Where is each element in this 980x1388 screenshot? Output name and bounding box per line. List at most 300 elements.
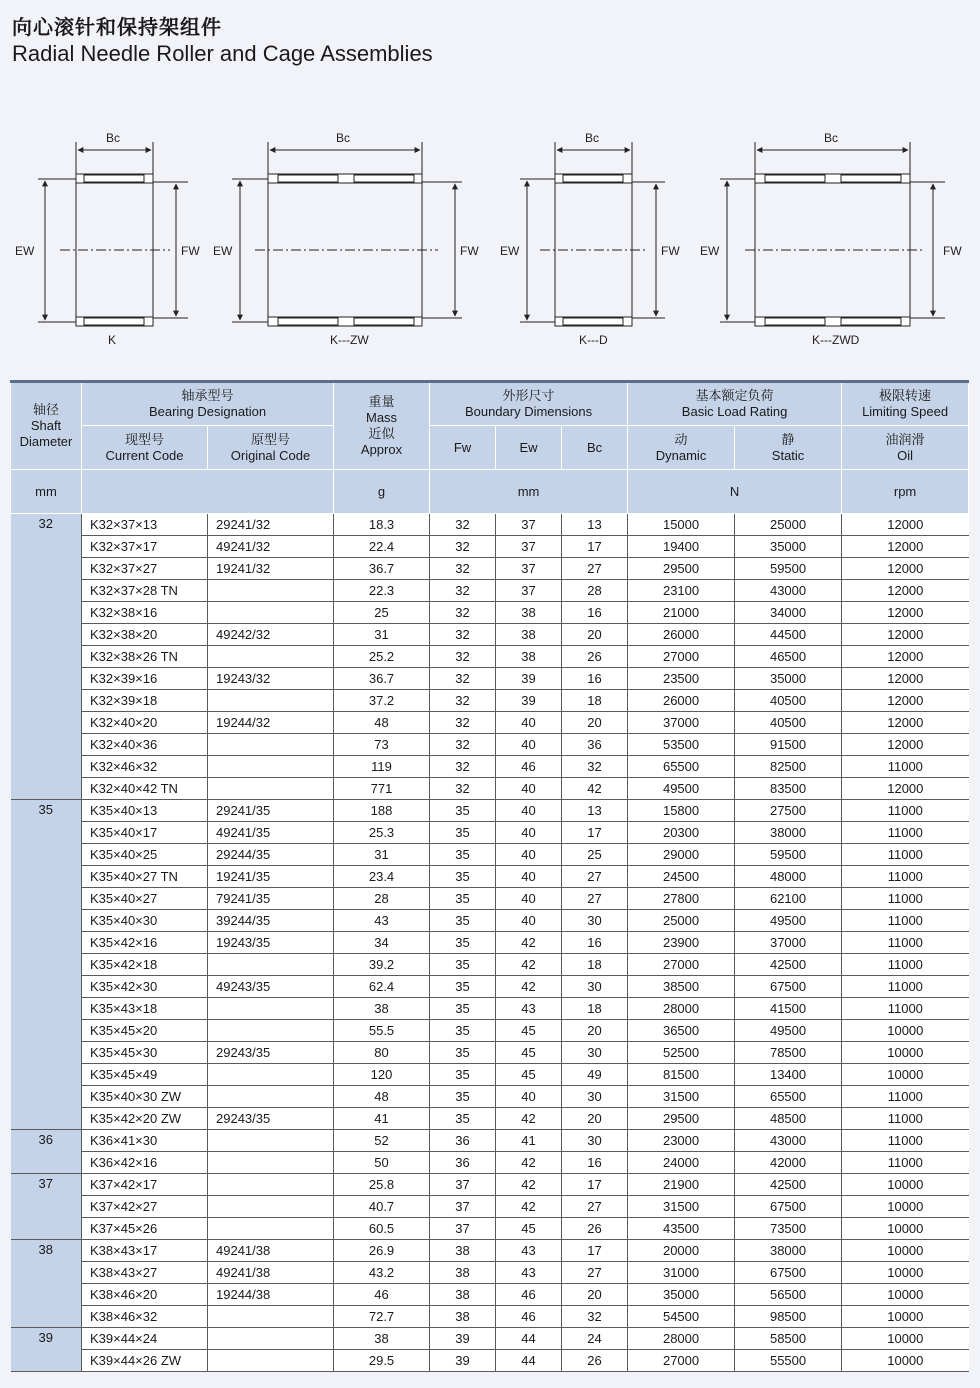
table-row — [11, 580, 969, 602]
mass-cell: 72.7 — [334, 1306, 430, 1328]
current-code-cell: K35×42×16 — [82, 932, 208, 954]
current-code-cell: K32×40×20 — [82, 712, 208, 734]
dynamic-load-cell: 26000 — [628, 624, 735, 646]
fw-cell: 32 — [430, 602, 496, 624]
original-code-cell: 19241/32 — [208, 558, 334, 580]
mass-cell: 40.7 — [334, 1196, 430, 1218]
diagram-k-zwd — [720, 142, 945, 326]
bc-cell: 32 — [562, 756, 628, 778]
static-load-cell: 35000 — [735, 536, 842, 558]
dynamic-load-cell: 27000 — [628, 646, 735, 668]
ew-cell: 38 — [496, 602, 562, 624]
original-code-cell — [208, 998, 334, 1020]
oil-speed-cell: 10000 — [842, 1042, 969, 1064]
dynamic-load-cell: 27000 — [628, 1350, 735, 1372]
shaft-diameter-cell: 36 — [11, 1130, 82, 1174]
fw-cell: 32 — [430, 668, 496, 690]
ew-cell: 37 — [496, 536, 562, 558]
fw-cell: 35 — [430, 998, 496, 1020]
oil-speed-cell: 10000 — [842, 1020, 969, 1042]
table-row — [11, 1174, 969, 1196]
static-load-cell: 91500 — [735, 734, 842, 756]
table-row — [11, 976, 969, 998]
diagram-k-zwd-fw: FW — [943, 244, 962, 258]
current-code-cell: K35×40×13 — [82, 800, 208, 822]
ew-cell: 40 — [496, 778, 562, 800]
dynamic-load-cell: 29500 — [628, 558, 735, 580]
original-code-cell — [208, 1174, 334, 1196]
oil-speed-cell: 10000 — [842, 1262, 969, 1284]
static-load-cell: 67500 — [735, 1196, 842, 1218]
current-code-cell: K37×42×17 — [82, 1174, 208, 1196]
dynamic-load-cell: 24000 — [628, 1152, 735, 1174]
current-code-cell: K32×37×27 — [82, 558, 208, 580]
table-row — [11, 558, 969, 580]
diagram-k-zw-fw: FW — [460, 244, 479, 258]
bc-cell: 27 — [562, 888, 628, 910]
table-row — [11, 998, 969, 1020]
static-load-cell: 38000 — [735, 1240, 842, 1262]
ew-cell: 41 — [496, 1130, 562, 1152]
original-code-cell — [208, 580, 334, 602]
ew-cell: 40 — [496, 712, 562, 734]
static-load-cell: 62100 — [735, 888, 842, 910]
table-row — [11, 800, 969, 822]
bc-cell: 49 — [562, 1064, 628, 1086]
oil-speed-cell: 11000 — [842, 822, 969, 844]
original-code-cell — [208, 1130, 334, 1152]
fw-cell: 35 — [430, 1108, 496, 1130]
oil-speed-cell: 10000 — [842, 1064, 969, 1086]
table-row — [11, 910, 969, 932]
dynamic-load-cell: 37000 — [628, 712, 735, 734]
table-row — [11, 712, 969, 734]
mass-cell: 48 — [334, 712, 430, 734]
fw-cell: 37 — [430, 1218, 496, 1240]
fw-cell: 38 — [430, 1262, 496, 1284]
fw-cell: 35 — [430, 1020, 496, 1042]
bc-cell: 20 — [562, 624, 628, 646]
static-load-cell: 43000 — [735, 580, 842, 602]
original-code-cell: 39244/35 — [208, 910, 334, 932]
bc-cell: 25 — [562, 844, 628, 866]
bc-cell: 20 — [562, 712, 628, 734]
mass-cell: 771 — [334, 778, 430, 800]
table-row — [11, 1086, 969, 1108]
table-row — [11, 646, 969, 668]
original-code-cell: 29244/35 — [208, 844, 334, 866]
oil-speed-cell: 11000 — [842, 998, 969, 1020]
bc-cell: 30 — [562, 1086, 628, 1108]
static-load-cell: 27500 — [735, 800, 842, 822]
static-load-cell: 98500 — [735, 1306, 842, 1328]
mass-cell: 31 — [334, 624, 430, 646]
dynamic-load-cell: 23900 — [628, 932, 735, 954]
original-code-cell — [208, 734, 334, 756]
table-row — [11, 1328, 969, 1350]
original-code-cell — [208, 1152, 334, 1174]
oil-speed-cell: 12000 — [842, 580, 969, 602]
oil-speed-cell: 12000 — [842, 668, 969, 690]
bc-cell: 36 — [562, 734, 628, 756]
ew-cell: 42 — [496, 954, 562, 976]
static-load-cell: 40500 — [735, 712, 842, 734]
shaft-diameter-cell: 37 — [11, 1174, 82, 1240]
bc-cell: 17 — [562, 1174, 628, 1196]
fw-cell: 35 — [430, 844, 496, 866]
table-row — [11, 1306, 969, 1328]
bc-cell: 20 — [562, 1020, 628, 1042]
static-load-cell: 59500 — [735, 844, 842, 866]
mass-cell: 31 — [334, 844, 430, 866]
mass-cell: 25 — [334, 602, 430, 624]
static-load-cell: 67500 — [735, 1262, 842, 1284]
unit-boundary: mm — [430, 470, 628, 514]
unit-load: N — [628, 470, 842, 514]
bc-cell: 28 — [562, 580, 628, 602]
ew-cell: 45 — [496, 1064, 562, 1086]
current-code-cell: K32×38×20 — [82, 624, 208, 646]
dynamic-load-cell: 52500 — [628, 1042, 735, 1064]
original-code-cell — [208, 1350, 334, 1372]
mass-cell: 29.5 — [334, 1350, 430, 1372]
table-row — [11, 954, 969, 976]
mass-cell: 23.4 — [334, 866, 430, 888]
dynamic-load-cell: 26000 — [628, 690, 735, 712]
fw-cell: 39 — [430, 1328, 496, 1350]
fw-cell: 32 — [430, 624, 496, 646]
current-code-cell: K35×42×18 — [82, 954, 208, 976]
header-static: 静 Static — [735, 426, 842, 470]
ew-cell: 43 — [496, 1262, 562, 1284]
ew-cell: 42 — [496, 976, 562, 998]
oil-speed-cell: 11000 — [842, 800, 969, 822]
fw-cell: 35 — [430, 866, 496, 888]
original-code-cell: 49241/35 — [208, 822, 334, 844]
original-code-cell: 19241/35 — [208, 866, 334, 888]
bc-cell: 18 — [562, 954, 628, 976]
diagram-k-label: K — [108, 333, 117, 347]
bc-cell: 30 — [562, 1130, 628, 1152]
original-code-cell: 49241/38 — [208, 1262, 334, 1284]
fw-cell: 35 — [430, 1086, 496, 1108]
bc-cell: 27 — [562, 558, 628, 580]
static-load-cell: 58500 — [735, 1328, 842, 1350]
header-oil: 油润滑 Oil — [842, 426, 969, 470]
unit-designation-blank — [82, 470, 334, 514]
diagram-k-d-fw: FW — [661, 244, 680, 258]
table-row — [11, 1240, 969, 1262]
current-code-cell: K35×40×27 — [82, 888, 208, 910]
dynamic-load-cell: 28000 — [628, 998, 735, 1020]
table-row — [11, 1284, 969, 1306]
bc-cell: 30 — [562, 1042, 628, 1064]
diagram-k-d-label: K---D — [579, 333, 608, 347]
bearing-spec-table — [10, 380, 969, 1372]
oil-speed-cell: 11000 — [842, 844, 969, 866]
original-code-cell: 29243/35 — [208, 1042, 334, 1064]
current-code-cell: K35×43×18 — [82, 998, 208, 1020]
table-row — [11, 1350, 969, 1372]
fw-cell: 35 — [430, 954, 496, 976]
current-code-cell: K39×44×26 ZW — [82, 1350, 208, 1372]
current-code-cell: K38×46×20 — [82, 1284, 208, 1306]
static-load-cell: 67500 — [735, 976, 842, 998]
table-row — [11, 536, 969, 558]
ew-cell: 44 — [496, 1328, 562, 1350]
table-row — [11, 1042, 969, 1064]
fw-cell: 36 — [430, 1130, 496, 1152]
original-code-cell — [208, 1064, 334, 1086]
header-dynamic: 动 Dynamic — [628, 426, 735, 470]
fw-cell: 39 — [430, 1350, 496, 1372]
static-load-cell: 42000 — [735, 1152, 842, 1174]
static-load-cell: 35000 — [735, 668, 842, 690]
header-bearing-designation: 轴承型号 Bearing Designation — [82, 382, 334, 426]
current-code-cell: K37×42×27 — [82, 1196, 208, 1218]
table-row — [11, 1218, 969, 1240]
dynamic-load-cell: 49500 — [628, 778, 735, 800]
table-row — [11, 844, 969, 866]
bc-cell: 13 — [562, 800, 628, 822]
mass-cell: 34 — [334, 932, 430, 954]
unit-mass: g — [334, 470, 430, 514]
table-row — [11, 1262, 969, 1284]
mass-cell: 120 — [334, 1064, 430, 1086]
bc-cell: 16 — [562, 932, 628, 954]
original-code-cell — [208, 1086, 334, 1108]
fw-cell: 35 — [430, 976, 496, 998]
ew-cell: 42 — [496, 932, 562, 954]
header-mass: 重量 Mass 近似 Approx — [334, 382, 430, 470]
bc-cell: 17 — [562, 1240, 628, 1262]
current-code-cell: K35×40×17 — [82, 822, 208, 844]
bc-cell: 42 — [562, 778, 628, 800]
diagram-k-zw — [232, 142, 462, 326]
fw-cell: 37 — [430, 1196, 496, 1218]
oil-speed-cell: 12000 — [842, 690, 969, 712]
ew-cell: 40 — [496, 888, 562, 910]
current-code-cell: K35×40×30 — [82, 910, 208, 932]
title-chinese: 向心滚针和保持架组件 — [12, 15, 222, 39]
static-load-cell: 43000 — [735, 1130, 842, 1152]
ew-cell: 40 — [496, 866, 562, 888]
dynamic-load-cell: 29000 — [628, 844, 735, 866]
oil-speed-cell: 10000 — [842, 1306, 969, 1328]
ew-cell: 45 — [496, 1042, 562, 1064]
static-load-cell: 78500 — [735, 1042, 842, 1064]
bc-cell: 27 — [562, 866, 628, 888]
original-code-cell — [208, 646, 334, 668]
mass-cell: 43.2 — [334, 1262, 430, 1284]
original-code-cell: 49241/32 — [208, 536, 334, 558]
current-code-cell: K32×37×17 — [82, 536, 208, 558]
mass-cell: 39.2 — [334, 954, 430, 976]
fw-cell: 32 — [430, 734, 496, 756]
mass-cell: 28 — [334, 888, 430, 910]
table-row — [11, 866, 969, 888]
static-load-cell: 48000 — [735, 866, 842, 888]
ew-cell: 37 — [496, 558, 562, 580]
oil-speed-cell: 10000 — [842, 1284, 969, 1306]
table-header — [11, 382, 969, 514]
fw-cell: 37 — [430, 1174, 496, 1196]
ew-cell: 40 — [496, 822, 562, 844]
current-code-cell: K38×46×32 — [82, 1306, 208, 1328]
table-row — [11, 734, 969, 756]
current-code-cell: K36×42×16 — [82, 1152, 208, 1174]
mass-cell: 41 — [334, 1108, 430, 1130]
dynamic-load-cell: 65500 — [628, 756, 735, 778]
mass-cell: 80 — [334, 1042, 430, 1064]
original-code-cell: 29241/35 — [208, 800, 334, 822]
dynamic-load-cell: 31500 — [628, 1086, 735, 1108]
oil-speed-cell: 12000 — [842, 646, 969, 668]
original-code-cell — [208, 1196, 334, 1218]
oil-speed-cell: 11000 — [842, 932, 969, 954]
current-code-cell: K35×45×20 — [82, 1020, 208, 1042]
ew-cell: 46 — [496, 1306, 562, 1328]
original-code-cell — [208, 954, 334, 976]
original-code-cell: 29243/35 — [208, 1108, 334, 1130]
fw-cell: 32 — [430, 646, 496, 668]
diagram-k-zw-label: K---ZW — [330, 333, 369, 347]
fw-cell: 32 — [430, 558, 496, 580]
dynamic-load-cell: 53500 — [628, 734, 735, 756]
dynamic-load-cell: 54500 — [628, 1306, 735, 1328]
oil-speed-cell: 10000 — [842, 1240, 969, 1262]
fw-cell: 32 — [430, 690, 496, 712]
bc-cell: 27 — [562, 1196, 628, 1218]
header-boundary-dimensions: 外形尺寸 Boundary Dimensions — [430, 382, 628, 426]
dynamic-load-cell: 29500 — [628, 1108, 735, 1130]
fw-cell: 35 — [430, 800, 496, 822]
diagram-k-d-ew: EW — [500, 244, 520, 258]
oil-speed-cell: 11000 — [842, 866, 969, 888]
current-code-cell: K32×38×16 — [82, 602, 208, 624]
original-code-cell — [208, 1218, 334, 1240]
shaft-diameter-cell: 39 — [11, 1328, 82, 1372]
static-load-cell: 42500 — [735, 1174, 842, 1196]
dynamic-load-cell: 27000 — [628, 954, 735, 976]
original-code-cell: 49243/35 — [208, 976, 334, 998]
unit-speed: rpm — [842, 470, 969, 514]
dynamic-load-cell: 24500 — [628, 866, 735, 888]
static-load-cell: 42500 — [735, 954, 842, 976]
mass-cell: 188 — [334, 800, 430, 822]
oil-speed-cell: 12000 — [842, 734, 969, 756]
ew-cell: 39 — [496, 668, 562, 690]
original-code-cell — [208, 1328, 334, 1350]
static-load-cell: 44500 — [735, 624, 842, 646]
bc-cell: 18 — [562, 998, 628, 1020]
original-code-cell: 19243/32 — [208, 668, 334, 690]
bc-cell: 32 — [562, 1306, 628, 1328]
dynamic-load-cell: 36500 — [628, 1020, 735, 1042]
static-load-cell: 13400 — [735, 1064, 842, 1086]
ew-cell: 45 — [496, 1218, 562, 1240]
static-load-cell: 49500 — [735, 1020, 842, 1042]
original-code-cell: 49242/32 — [208, 624, 334, 646]
ew-cell: 42 — [496, 1108, 562, 1130]
ew-cell: 40 — [496, 910, 562, 932]
table-row — [11, 1130, 969, 1152]
bc-cell: 30 — [562, 976, 628, 998]
fw-cell: 38 — [430, 1240, 496, 1262]
dynamic-load-cell: 15000 — [628, 514, 735, 536]
ew-cell: 40 — [496, 800, 562, 822]
current-code-cell: K32×46×32 — [82, 756, 208, 778]
current-code-cell: K36×41×30 — [82, 1130, 208, 1152]
fw-cell: 32 — [430, 756, 496, 778]
mass-cell: 46 — [334, 1284, 430, 1306]
mass-cell: 25.3 — [334, 822, 430, 844]
fw-cell: 32 — [430, 536, 496, 558]
current-code-cell: K35×40×25 — [82, 844, 208, 866]
fw-cell: 35 — [430, 888, 496, 910]
static-load-cell: 73500 — [735, 1218, 842, 1240]
current-code-cell: K38×43×17 — [82, 1240, 208, 1262]
diagram-k-zw-ew: EW — [213, 244, 233, 258]
current-code-cell: K39×44×24 — [82, 1328, 208, 1350]
table-row — [11, 756, 969, 778]
ew-cell: 45 — [496, 1020, 562, 1042]
mass-cell: 36.7 — [334, 668, 430, 690]
bc-cell: 26 — [562, 1218, 628, 1240]
static-load-cell: 56500 — [735, 1284, 842, 1306]
oil-speed-cell: 10000 — [842, 1328, 969, 1350]
dynamic-load-cell: 43500 — [628, 1218, 735, 1240]
current-code-cell: K32×37×13 — [82, 514, 208, 536]
original-code-cell — [208, 756, 334, 778]
bc-cell: 16 — [562, 1152, 628, 1174]
bc-cell: 20 — [562, 1108, 628, 1130]
original-code-cell — [208, 602, 334, 624]
bc-cell: 16 — [562, 602, 628, 624]
diagram-k-zwd-bc: Bc — [824, 131, 839, 145]
fw-cell: 38 — [430, 1306, 496, 1328]
header-original-code: 原型号 Original Code — [208, 426, 334, 470]
oil-speed-cell: 11000 — [842, 888, 969, 910]
dynamic-load-cell: 31000 — [628, 1262, 735, 1284]
current-code-cell: K32×39×18 — [82, 690, 208, 712]
fw-cell: 38 — [430, 1284, 496, 1306]
static-load-cell: 82500 — [735, 756, 842, 778]
fw-cell: 32 — [430, 778, 496, 800]
mass-cell: 52 — [334, 1130, 430, 1152]
dynamic-load-cell: 23000 — [628, 1130, 735, 1152]
bc-cell: 26 — [562, 1350, 628, 1372]
fw-cell: 32 — [430, 580, 496, 602]
table-row — [11, 1196, 969, 1218]
bearing-diagrams — [0, 120, 980, 355]
shaft-diameter-cell: 35 — [11, 800, 82, 1130]
ew-cell: 43 — [496, 998, 562, 1020]
bc-cell: 17 — [562, 822, 628, 844]
current-code-cell: K32×39×16 — [82, 668, 208, 690]
static-load-cell: 65500 — [735, 1086, 842, 1108]
mass-cell: 50 — [334, 1152, 430, 1174]
table-row — [11, 602, 969, 624]
current-code-cell: K35×40×30 ZW — [82, 1086, 208, 1108]
original-code-cell — [208, 1306, 334, 1328]
oil-speed-cell: 10000 — [842, 1350, 969, 1372]
oil-speed-cell: 11000 — [842, 1152, 969, 1174]
ew-cell: 40 — [496, 1086, 562, 1108]
mass-cell: 43 — [334, 910, 430, 932]
ew-cell: 44 — [496, 1350, 562, 1372]
mass-cell: 22.4 — [334, 536, 430, 558]
